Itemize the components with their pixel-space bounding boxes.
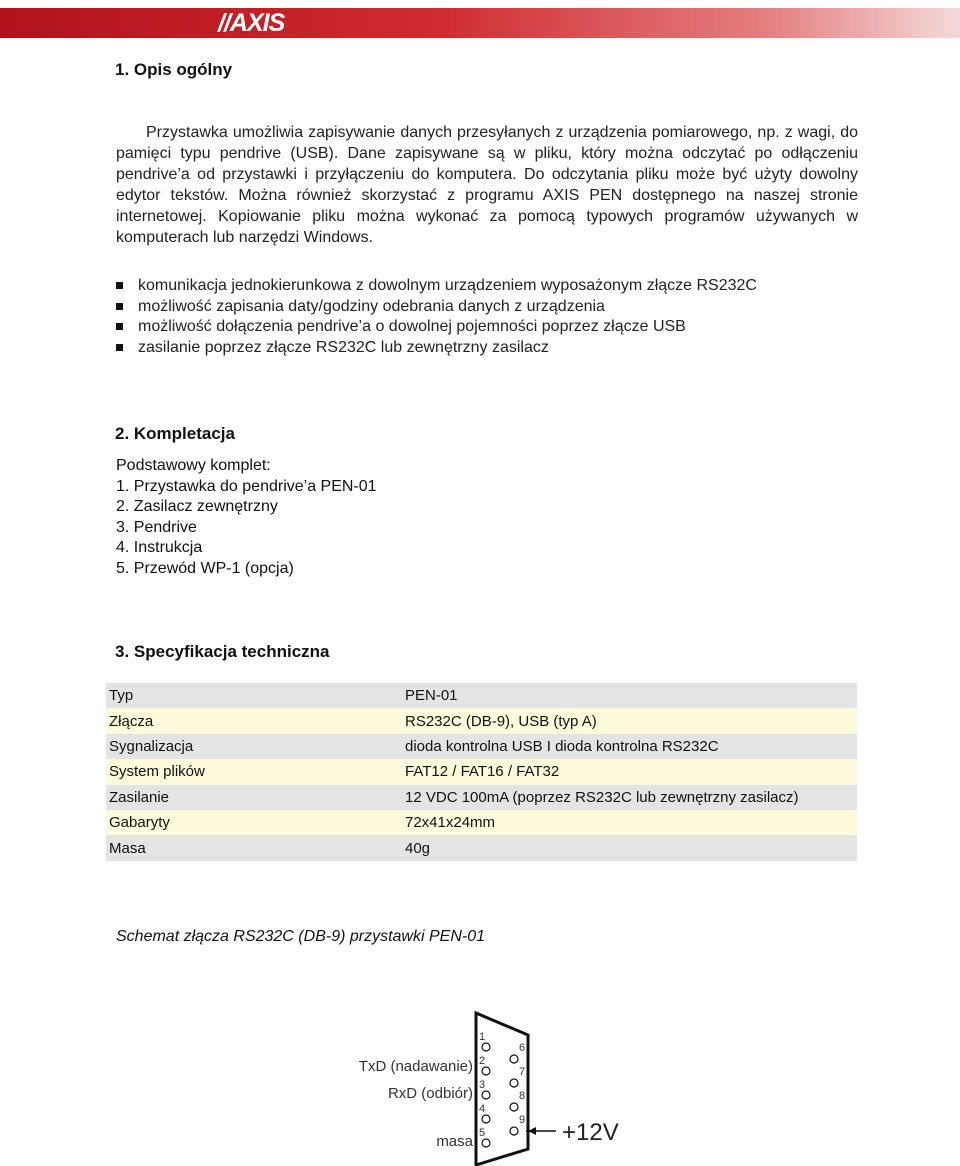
list-item: 4. Instrukcja [116,539,203,556]
spec-value: dioda kontrolna USB I dioda kontrolna RS232C [405,734,857,759]
pin-label: 6 [519,1042,526,1054]
pin-label: 4 [479,1103,486,1115]
schema-caption: Schemat złącza RS232C (DB-9) przystawki PEN-01 [116,928,486,945]
list-item: 5. Przewód WP-1 (opcja) [116,559,294,577]
pin-label: 5 [479,1127,486,1139]
db9-connector-diagram [320,1005,650,1166]
pin-8 [510,1103,518,1111]
section-heading-opis: 1. Opis ogólny [115,60,233,79]
spec-value: 72x41x24mm [405,810,857,835]
spec-value: FAT12 / FAT16 / FAT32 [405,759,857,784]
pin-label: 2 [479,1055,486,1067]
spec-label: System plików [106,759,405,784]
square-bullet-icon [116,303,123,310]
spec-label: Złącza [106,708,405,733]
spec-table [106,683,857,861]
spec-value: RS232C (DB-9), USB (typ A) [405,708,857,733]
list-item: komunikacja jednokierunkowa z dowolnym urządzeniem wyposażonym złącze RS232C [116,276,757,297]
table-row [106,683,857,708]
feature-list [116,276,757,358]
table-row [106,708,857,733]
pin-9 [510,1127,518,1135]
square-bullet-icon [116,344,123,351]
spec-value: PEN-01 [405,683,857,708]
spec-label: Typ [106,683,405,708]
pin-label: 1 [479,1031,486,1043]
square-bullet-icon [116,282,123,289]
spec-value: 40g [405,835,857,860]
pin-label: 7 [519,1066,526,1078]
table-row [106,810,857,835]
spec-label: Zasilanie [106,785,405,810]
pin-6 [510,1055,518,1063]
pin-5 [482,1139,490,1147]
pin-2 [482,1067,490,1075]
kit-list [116,456,377,579]
label-masa: masa [436,1133,473,1150]
pin-3 [482,1091,490,1099]
list-item: zasilanie poprzez złącze RS232C lub zewnętrzny zasilacz [116,338,757,359]
label-txd: TxD (nadawanie) [358,1058,473,1075]
list-item: możliwość dołączenia pendrive’a o dowolnej pojemności poprzez złącze USB [116,317,757,338]
list-item: 3. Pendrive [116,518,197,536]
table-row [106,734,857,759]
table-row [106,835,857,860]
list-item: 1. Przystawka do pendrive’a PEN-01 [116,477,377,495]
spec-value: 12 VDC 100mA (poprzez RS232C lub zewnętrzny zasilacz) [405,785,857,810]
kit-intro: Podstawowy komplet: [116,457,271,474]
list-item: możliwość zapisania daty/godziny odebrania danych z urządzenia [116,297,757,318]
pin-label: 8 [519,1090,526,1102]
spec-label: Gabaryty [106,810,405,835]
section-heading-kompletacja: 2. Kompletacja [115,424,235,443]
spec-label: Masa [106,835,405,860]
description-paragraph [116,122,858,248]
header-bar [0,8,960,38]
label-rxd: RxD (odbiór) [387,1085,473,1102]
label-power: +12V [562,1119,619,1146]
pin-4 [482,1115,490,1123]
description-text: Przystawka umożliwia zapisywanie danych przesyłanych z urządzenia pomiarowego, np. z wagi, do pamięci typu pendrive (USB). Dane zapisywane są w pliku, który można odczytać po odłączeniu pendrive’a od przystawki i przyłączeniu do komputera. Do odczytania pliku może być użyty dowolny edytor tekstów. Można również skorzystać z programu AXIS PEN dostępnego na naszej stronie internetowej. Kopiowanie pliku można wykonać za pomocą typowych programów używanych w komputerach lub narzędzi Windows. [116,124,858,246]
pin-label: 3 [479,1079,486,1091]
section-heading-specyfikacja: 3. Specyfikacja techniczna [115,642,330,661]
list-item: 2. Zasilacz zewnętrzny [116,498,278,515]
table-row [106,759,857,784]
table-row [106,785,857,810]
axis-logo: //AXIS [218,9,285,37]
spec-label: Sygnalizacja [106,734,405,759]
pin-1 [482,1043,490,1051]
pin-7 [510,1079,518,1087]
pin-label: 9 [519,1114,526,1126]
square-bullet-icon [116,323,123,330]
